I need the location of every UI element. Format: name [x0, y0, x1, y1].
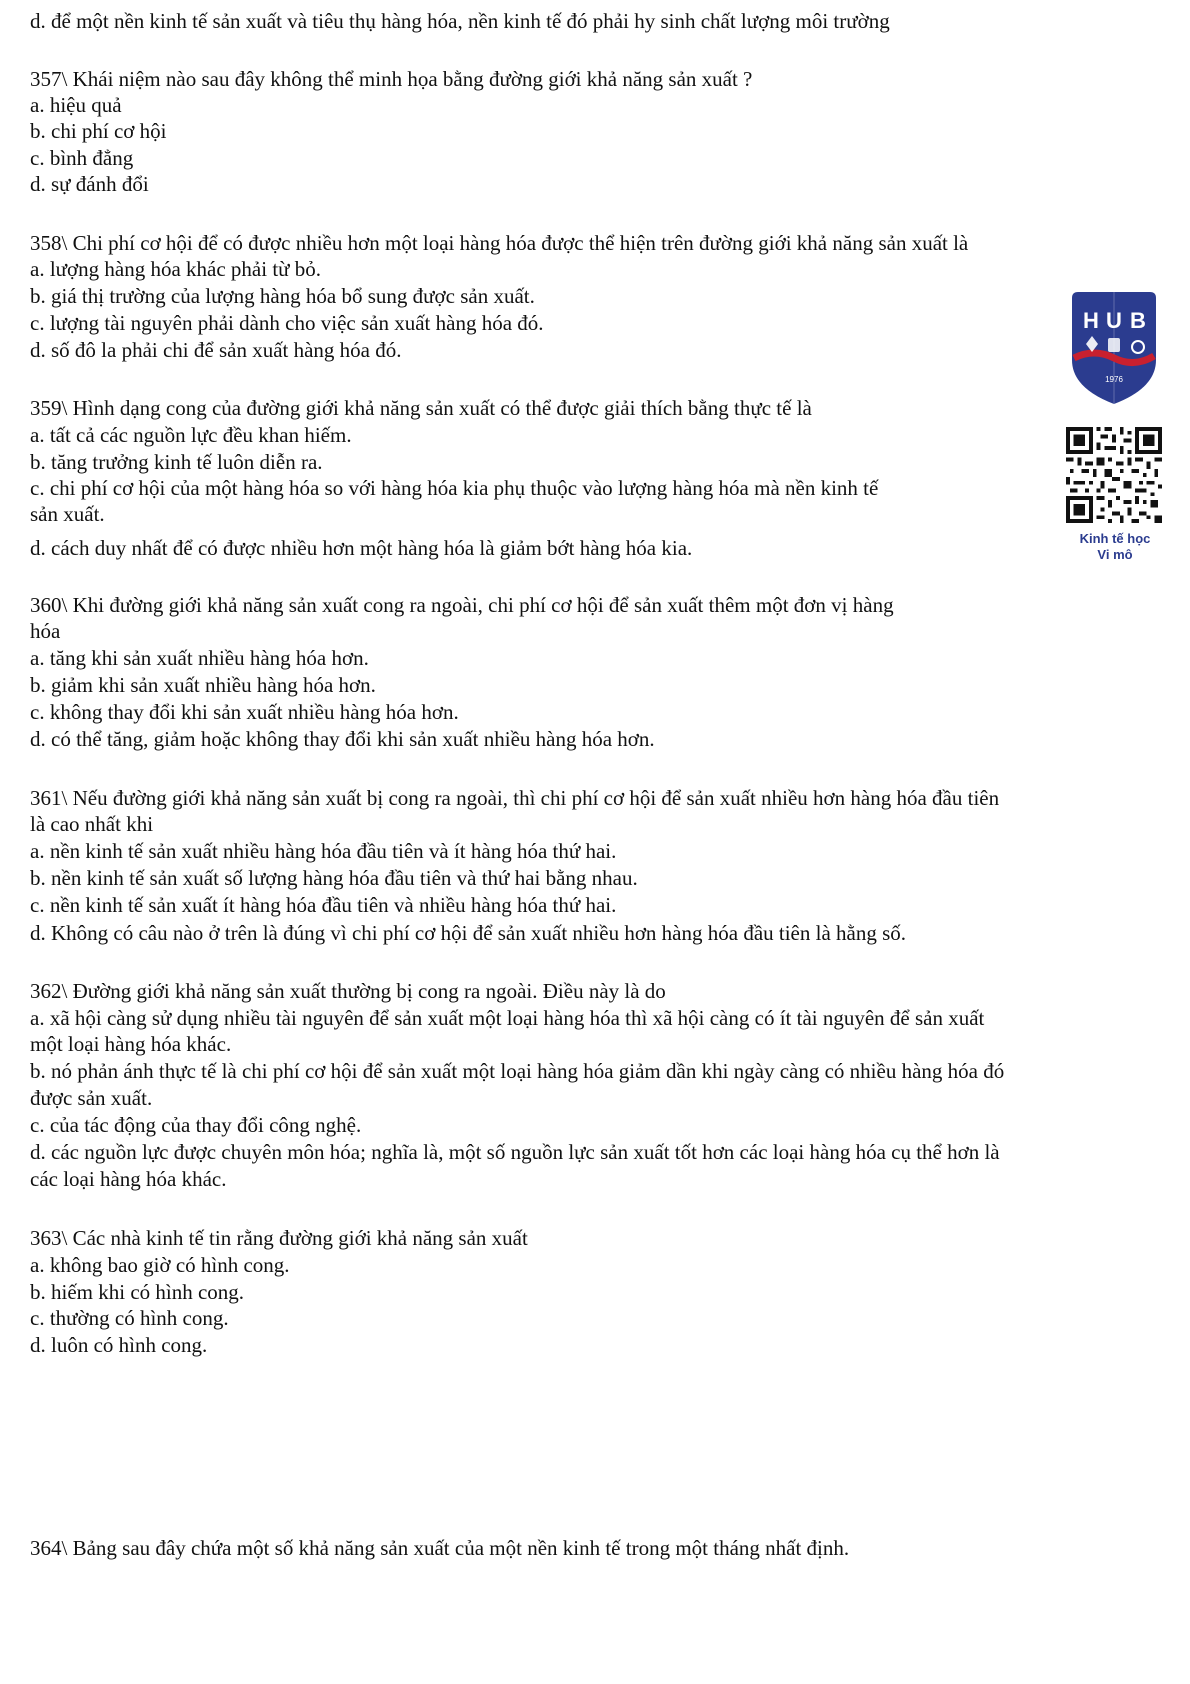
answer-option: a. tất cả các nguồn lực đều khan hiếm. [30, 423, 352, 447]
answer-option: d. số đô la phải chi để sản xuất hàng hóa đó. [30, 338, 402, 362]
course-title-line1: Kinh tế học [1079, 531, 1151, 546]
hub-logo [1068, 290, 1168, 408]
question-361-continued: là cao nhất khi [30, 812, 154, 836]
logo-letter-b: B [1130, 308, 1146, 333]
question-362: 362\ Đường giới khả năng sản xuất thường bị cong ra ngoài. Điều này là do [30, 979, 666, 1003]
answer-option-continued: một loại hàng hóa khác. [30, 1032, 232, 1056]
question-357: 357\ Khái niệm nào sau đây không thể minh họa bằng đường giới khả năng sản xuất ? [30, 67, 753, 91]
text-line: d. để một nền kinh tế sản xuất và tiêu thụ hàng hóa, nền kinh tế đó phải hy sinh chất lượng môi trường [30, 9, 890, 33]
question-364: 364\ Bảng sau đây chứa một số khả năng sản xuất của một nền kinh tế trong một tháng nhất định. [30, 1536, 850, 1560]
answer-option: d. luôn có hình cong. [30, 1333, 208, 1357]
course-title [1060, 531, 1170, 563]
answer-option-continued: các loại hàng hóa khác. [30, 1167, 227, 1191]
question-358: 358\ Chi phí cơ hội để có được nhiều hơn một loại hàng hóa được thể hiện trên đường giới khả năng sản xuất là [30, 231, 969, 255]
answer-option: b. nó phản ánh thực tế là chi phí cơ hội để sản xuất một loại hàng hóa giảm dần khi ngày càng có nhiều hàng hóa đó [30, 1059, 1005, 1083]
answer-option: c. của tác động của thay đổi công nghệ. [30, 1113, 362, 1137]
answer-option: b. tăng trưởng kinh tế luôn diễn ra. [30, 450, 323, 474]
logo-letter-h: H [1083, 308, 1099, 333]
answer-option: b. giảm khi sản xuất nhiều hàng hóa hơn. [30, 673, 376, 697]
answer-option: d. cách duy nhất để có được nhiều hơn một hàng hóa là giảm bớt hàng hóa kia. [30, 536, 693, 560]
question-360: 360\ Khi đường giới khả năng sản xuất cong ra ngoài, chi phí cơ hội để sản xuất thêm một đơn vị hàng [30, 593, 894, 617]
answer-option: c. nền kinh tế sản xuất ít hàng hóa đầu tiên và nhiều hàng hóa thứ hai. [30, 893, 617, 917]
answer-option: d. sự đánh đổi [30, 172, 149, 196]
answer-option: a. tăng khi sản xuất nhiều hàng hóa hơn. [30, 646, 369, 670]
answer-option: a. hiệu quả [30, 93, 122, 117]
answer-option: b. hiếm khi có hình cong. [30, 1280, 245, 1304]
answer-option: a. lượng hàng hóa khác phải từ bỏ. [30, 257, 322, 281]
course-title-line2: Vi mô [1097, 547, 1133, 562]
answer-option: c. lượng tài nguyên phải dành cho việc sản xuất hàng hóa đó. [30, 311, 544, 335]
answer-option: c. chi phí cơ hội của một hàng hóa so với hàng hóa kia phụ thuộc vào lượng hàng hóa mà nền kinh tế [30, 476, 879, 500]
answer-option: d. có thể tăng, giảm hoặc không thay đổi khi sản xuất nhiều hàng hóa hơn. [30, 727, 655, 751]
answer-option: c. không thay đổi khi sản xuất nhiều hàng hóa hơn. [30, 700, 459, 724]
answer-option-continued: được sản xuất. [30, 1086, 153, 1110]
answer-option: d. Không có câu nào ở trên là đúng vì chi phí cơ hội để sản xuất nhiều hơn hàng hóa đầu tiên là hằng số. [30, 921, 907, 945]
question-363: 363\ Các nhà kinh tế tin rằng đường giới khả năng sản xuất [30, 1226, 528, 1250]
answer-option-continued: sản xuất. [30, 502, 105, 526]
answer-option: a. nền kinh tế sản xuất nhiều hàng hóa đầu tiên và ít hàng hóa thứ hai. [30, 839, 617, 863]
question-361: 361\ Nếu đường giới khả năng sản xuất bị cong ra ngoài, thì chi phí cơ hội để sản xuất nhiều hơn hàng hóa đầu tiên [30, 786, 1000, 810]
answer-option: a. không bao giờ có hình cong. [30, 1253, 290, 1277]
answer-option: b. nền kinh tế sản xuất số lượng hàng hóa đầu tiên và thứ hai bằng nhau. [30, 866, 638, 890]
question-360-continued: hóa [30, 619, 61, 643]
answer-option: c. thường có hình cong. [30, 1306, 229, 1330]
question-359: 359\ Hình dạng cong của đường giới khả năng sản xuất có thể được giải thích bằng thực tế là [30, 396, 812, 420]
answer-option: b. chi phí cơ hội [30, 119, 167, 143]
answer-option: d. các nguồn lực được chuyên môn hóa; nghĩa là, một số nguồn lực sản xuất tốt hơn các loại hàng hóa cụ thể hơn là [30, 1140, 1000, 1164]
answer-option: a. xã hội càng sử dụng nhiều tài nguyên để sản xuất một loại hàng hóa thì xã hội càng có ít tài nguyên để sản xuất [30, 1006, 985, 1030]
qr-code-icon [1066, 427, 1162, 523]
answer-option: c. bình đẳng [30, 146, 134, 170]
logo-year: 1976 [1105, 375, 1123, 384]
hub-shield-icon [1068, 290, 1160, 408]
logo-letter-u: U [1106, 308, 1122, 333]
answer-option: b. giá thị trường của lượng hàng hóa bổ sung được sản xuất. [30, 284, 535, 308]
